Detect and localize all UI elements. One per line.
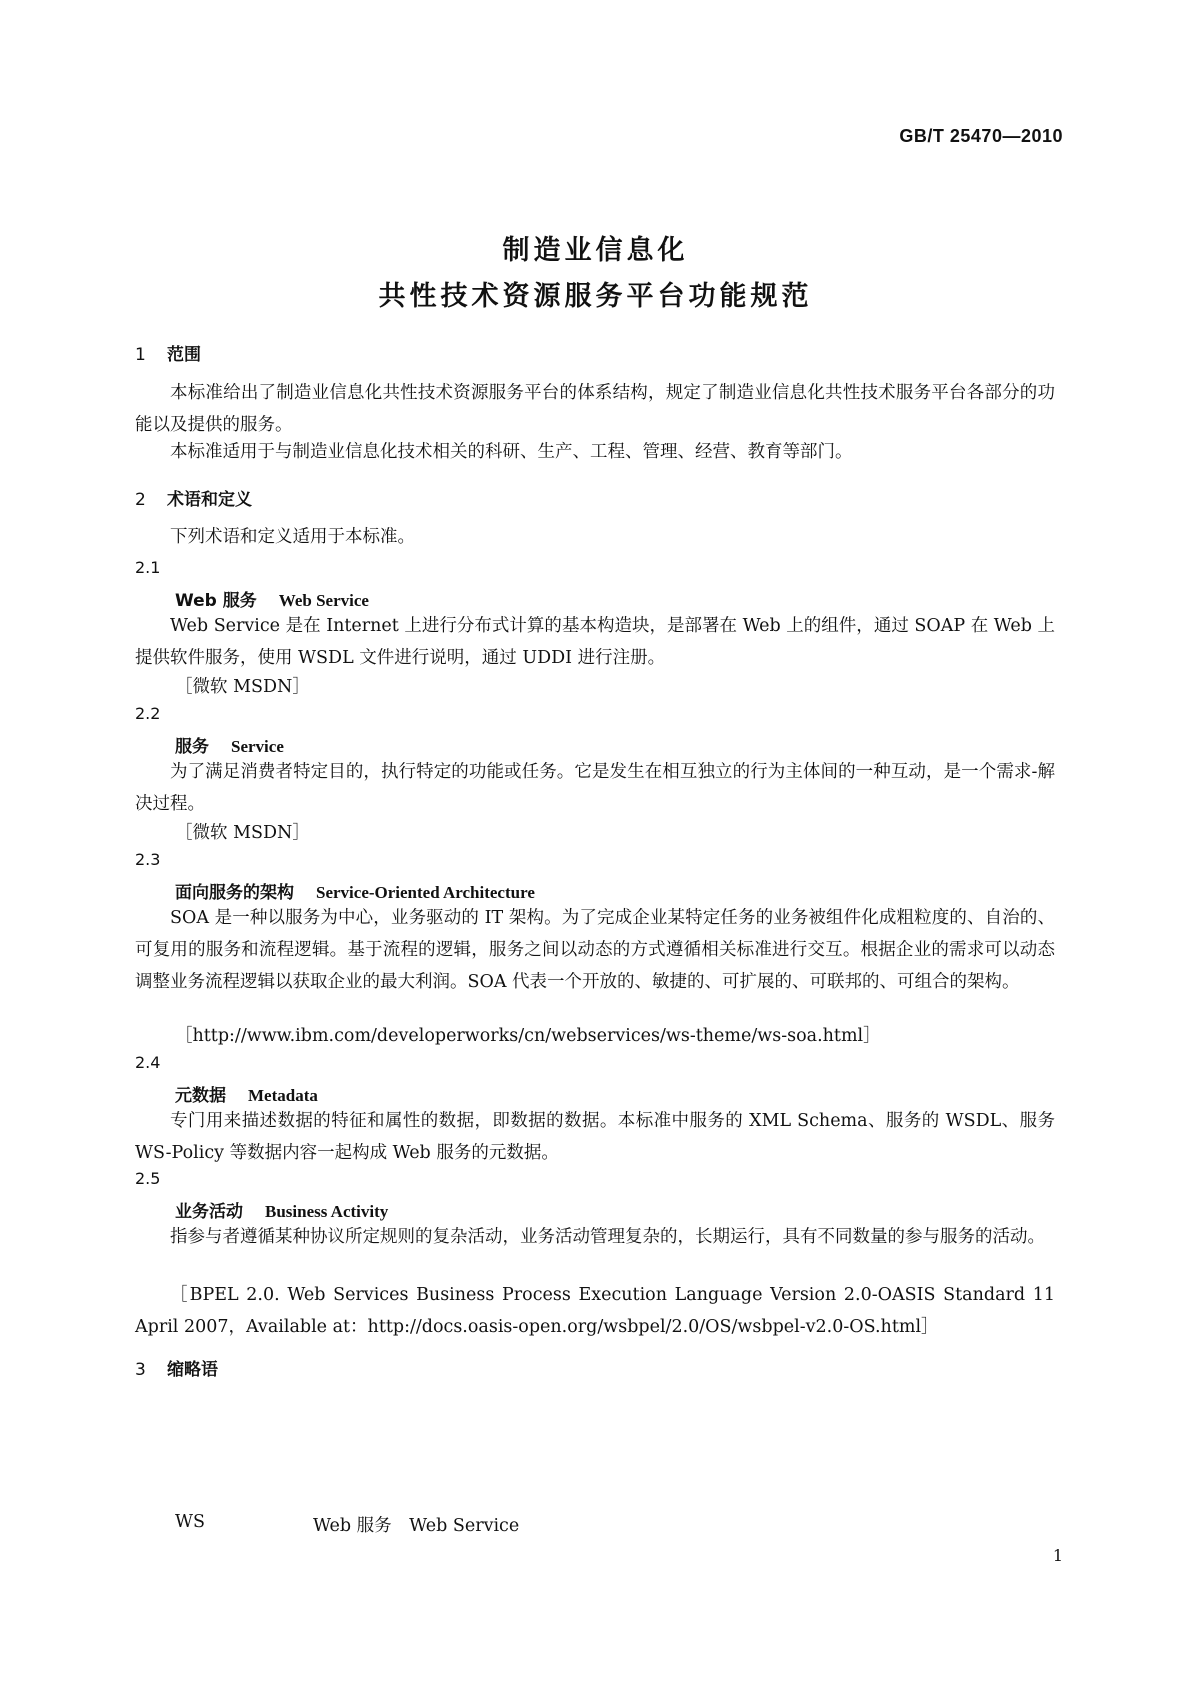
section-2-intro: 下列术语和定义适用于本标准。 <box>170 527 415 547</box>
term-cn: Web 服务 <box>175 591 257 611</box>
clause-number: 2.2 <box>135 704 161 723</box>
clause-number: 2.5 <box>135 1169 161 1188</box>
term-source: ［BPEL 2.0. Web Services Business Process Execution Language Version 2.0-OASIS Standard 11 April 2007，Available at：http://docs.oasis-open.org/wsbpel/2.0/OS/wsbpel-v2.0-OS.html］ <box>135 1285 1055 1337</box>
abbreviation-code: WS <box>175 1512 205 1532</box>
section-2-heading <box>135 485 252 510</box>
term-en: Metadata <box>248 1086 318 1105</box>
section-number: 3 <box>135 1360 146 1380</box>
term-source: ［微软 MSDN］ <box>175 823 310 843</box>
term-cn: 面向服务的架构 <box>175 883 294 903</box>
term-source: ［http://www.ibm.com/developerworks/cn/webservices/ws-theme/ws-soa.html］ <box>175 1026 881 1046</box>
clause-number: 2.4 <box>135 1053 161 1072</box>
term-definition: 为了满足消费者特定目的，执行特定的功能或任务。它是发生在相互独立的行为主体间的一种互动，是一个需求-解决过程。 <box>135 762 1055 814</box>
term-en: Business Activity <box>265 1202 389 1221</box>
page-number: 1 <box>1052 1546 1063 1565</box>
term-heading <box>175 732 284 757</box>
term-en: Service <box>231 737 284 756</box>
term-definition: SOA 是一种以服务为中心，业务驱动的 IT 架构。为了完成企业某特定任务的业务被组件化成粗粒度的、自治的、可复用的服务和流程逻辑。基于流程的逻辑，服务之间以动态的方式遵循相关标准进行交互。根据企业的需求可以动态调整业务流程逻辑以获取企业的最大利润。SOA 代表一个开放的、敏捷的、可扩展的、可联邦的、可组合的架构。 <box>135 908 1055 992</box>
term-cn: 业务活动 <box>175 1202 243 1222</box>
title-line-2: 共性技术资源服务平台功能规范 <box>378 281 813 312</box>
clause-number: 2.3 <box>135 850 161 869</box>
section-1-paragraph-2: 本标准适用于与制造业信息化技术相关的科研、生产、工程、管理、经营、教育等部门。 <box>170 442 853 462</box>
term-definition: 专门用来描述数据的特征和属性的数据，即数据的数据。本标准中服务的 XML Schema、服务的 WSDL、服务 WS-Policy 等数据内容一起构成 Web 服务的元数据。 <box>135 1111 1055 1163</box>
section-1-paragraph-1: 本标准给出了制造业信息化共性技术资源服务平台的体系结构，规定了制造业信息化共性技术服务平台各部分的功能以及提供的服务。 <box>135 383 1055 435</box>
term-source: ［微软 MSDN］ <box>175 677 310 697</box>
section-title: 缩略语 <box>167 1360 218 1380</box>
term-cn: 服务 <box>175 737 209 757</box>
clause-number: 2.1 <box>135 558 161 577</box>
term-en: Web Service <box>278 591 369 610</box>
term-en: Service-Oriented Architecture <box>316 883 535 902</box>
term-definition: Web Service 是在 Internet 上进行分布式计算的基本构造块，是部署在 Web 上的组件，通过 SOAP 在 Web 上提供软件服务，使用 WSDL 文件进行说明，通过 UDDI 进行注册。 <box>135 616 1055 668</box>
term-definition: 指参与者遵循某种协议所定规则的复杂活动，业务活动管理复杂的，长期运行，具有不同数量的参与服务的活动。 <box>170 1227 1045 1247</box>
section-title: 范围 <box>167 345 201 365</box>
section-title: 术语和定义 <box>167 490 252 510</box>
abbreviation-definition: Web 服务 Web Service <box>313 1516 520 1536</box>
section-number: 1 <box>135 345 146 365</box>
section-number: 2 <box>135 490 146 510</box>
term-heading <box>175 1081 318 1106</box>
section-3-heading <box>135 1355 218 1380</box>
term-heading <box>175 1197 388 1222</box>
section-1-heading <box>135 340 201 365</box>
term-heading <box>175 586 369 611</box>
term-cn: 元数据 <box>175 1086 226 1106</box>
standard-code: GB/T 25470—2010 <box>899 126 1063 146</box>
term-heading <box>175 878 535 903</box>
title-line-1: 制造业信息化 <box>502 235 689 266</box>
